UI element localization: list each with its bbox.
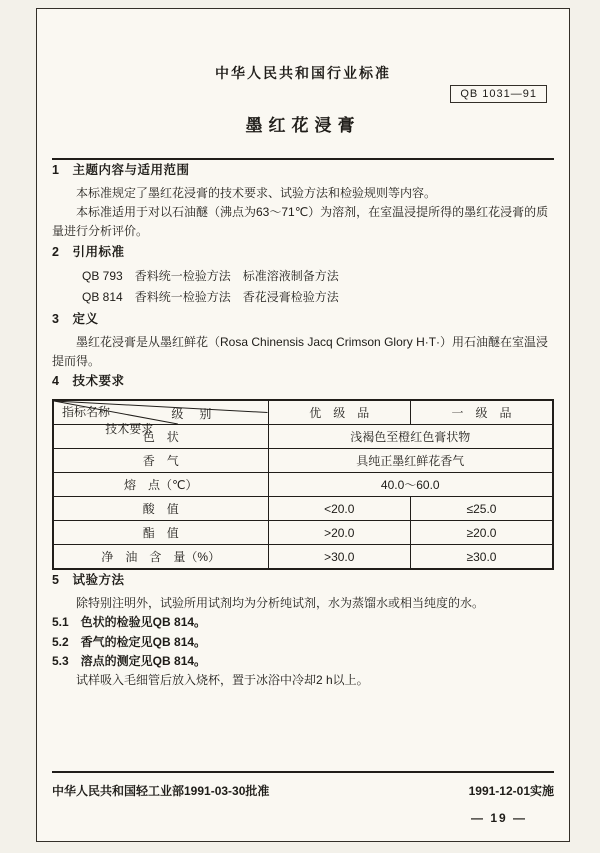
row-value-premium: >30.0 <box>268 545 411 570</box>
standard-number-box: QB 1031—91 <box>450 85 547 103</box>
implementation-text: 1991-12-01实施 <box>468 784 554 798</box>
section-3-paragraph: 墨红花浸膏是从墨红鲜花（Rosa Chinensis Jacq Crimson Glory H·T·）用石油醚在室温浸提而得。 <box>52 334 549 368</box>
table-row <box>53 545 553 570</box>
clause-5-1: 5.1 色状的检验见QB 814。 <box>52 615 207 630</box>
section-2-heading: 2 引用标准 <box>52 244 125 259</box>
column-header-premium-grade: 优 级 品 <box>268 400 411 425</box>
document-title: 墨红花浸膏 <box>245 116 361 135</box>
page-frame <box>36 8 570 842</box>
clause-5-3: 5.3 溶点的测定见QB 814。 <box>52 653 207 668</box>
corner-label-index: 指标名称 <box>62 405 111 420</box>
column-header-first-grade: 一 级 品 <box>411 400 554 425</box>
row-value: 浅褐色至橙红色膏状物 <box>268 425 553 449</box>
requirements-table <box>52 399 554 570</box>
table-row <box>53 473 553 497</box>
standard-kicker: 中华人民共和国行业标准 <box>215 65 391 81</box>
reference-list <box>52 266 554 309</box>
footer-rule <box>52 771 554 773</box>
reference-item: QB 793 香料统一检验方法 标准溶液制备方法 <box>82 268 339 283</box>
row-value-first: ≤25.0 <box>411 497 554 521</box>
row-value-premium: >20.0 <box>268 521 411 545</box>
row-value-premium: <20.0 <box>268 497 411 521</box>
page-content <box>37 9 569 841</box>
row-value: 40.0～60.0 <box>268 473 553 497</box>
row-label: 熔 点（℃） <box>53 473 268 497</box>
page-number: — 19 — <box>470 811 527 825</box>
section-5-paragraph-1: 除特别注明外，试验所用试剂均为分析纯试剂，水为蒸馏水或相当纯度的水。 <box>76 596 485 611</box>
footer-line <box>52 782 554 799</box>
row-label: 酸 值 <box>53 497 268 521</box>
section-1-paragraph-2: 本标准适用于对以石油醚（沸点为63～71℃）为溶剂，在室温浸提所得的墨红花浸膏的质量进行分析评价。 <box>52 205 549 239</box>
section-1-paragraph-1: 本标准规定了墨红花浸膏的技术要求、试验方法和检验规则等内容。 <box>76 186 437 200</box>
section-5-paragraph-2: 试样吸入毛细管后放入烧杯，置于冰浴中冷却2 h以上。 <box>76 672 369 687</box>
table-row <box>53 521 553 545</box>
row-value: 具纯正墨红鲜花香气 <box>268 449 553 473</box>
row-value-first: ≥30.0 <box>411 545 554 570</box>
row-label: 净 油 含 量（%） <box>53 545 268 570</box>
corner-label-level: 级 别 <box>171 407 214 422</box>
row-value-first: ≥20.0 <box>411 521 554 545</box>
section-3-heading: 3 定义 <box>52 311 99 326</box>
table-header-row <box>53 400 553 425</box>
section-1-heading: 1 主题内容与适用范围 <box>52 163 190 177</box>
approval-text: 中华人民共和国轻工业部1991-03-30批准 <box>52 784 270 798</box>
row-label: 香 气 <box>53 449 268 473</box>
section-4-heading: 4 技术要求 <box>52 374 125 389</box>
row-label: 酯 值 <box>53 521 268 545</box>
table-row <box>53 449 553 473</box>
table-row <box>53 497 553 521</box>
table-corner-cell <box>53 400 268 437</box>
section-5-heading: 5 试验方法 <box>52 573 125 588</box>
reference-item: QB 814 香料统一检验方法 香花浸膏检验方法 <box>82 290 339 305</box>
corner-label-tech: 技术要求 <box>105 422 154 437</box>
row-label: 色 状 <box>53 425 268 449</box>
clause-5-2: 5.2 香气的检定见QB 814。 <box>52 634 207 649</box>
